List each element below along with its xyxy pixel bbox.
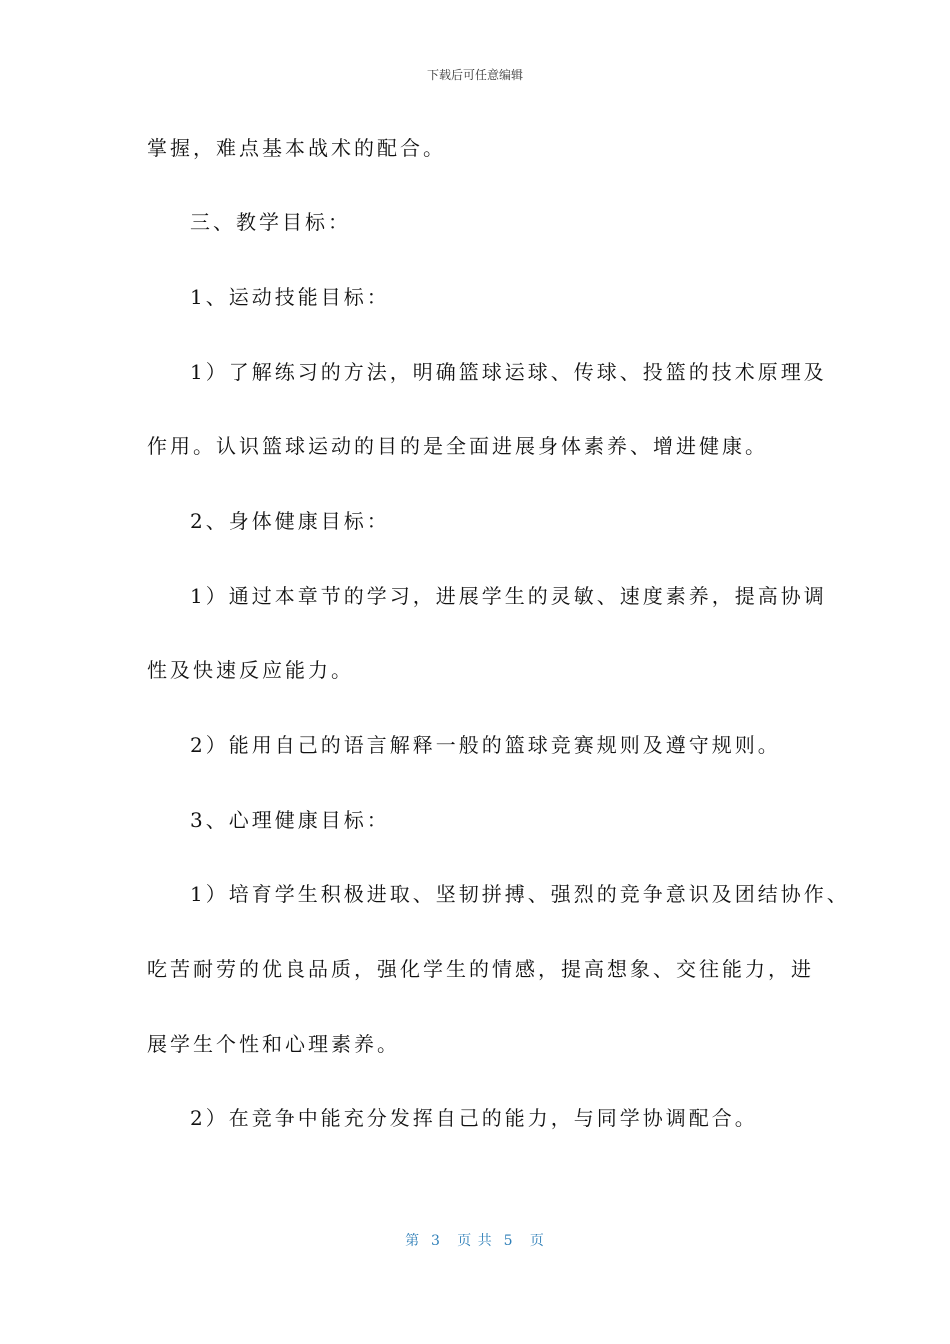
body-line-1: 掌握，难点基本战术的配合。 xyxy=(147,136,446,160)
body-line-12: 吃苦耐劳的优良品质，强化学生的情感，提高想象、交往能力，进 xyxy=(147,957,814,981)
body-line-8: 性及快速反应能力。 xyxy=(147,658,354,682)
section-heading-teaching-goals: 三、教学目标： xyxy=(190,210,351,234)
body-line-4: 1）了解练习的方法，明确篮球运球、传球、投篮的技术原理及 xyxy=(190,360,827,384)
body-line-9: 2）能用自己的语言解释一般的篮球竞赛规则及遵守规则。 xyxy=(190,733,781,757)
subheading-motor-skills: 1、运动技能目标： xyxy=(190,285,390,309)
body-line-7: 1）通过本章节的学习，进展学生的灵敏、速度素养，提高协调 xyxy=(190,584,827,608)
subheading-physical-health: 2、身体健康目标： xyxy=(190,509,390,533)
body-line-14: 2）在竞争中能充分发挥自己的能力，与同学协调配合。 xyxy=(190,1106,758,1130)
page-footer-page-number: 第 3 页 共 5 页 xyxy=(405,1233,545,1249)
body-line-13: 展学生个性和心理素养。 xyxy=(147,1032,400,1056)
page-header: 下载后可任意编辑 xyxy=(426,68,523,82)
body-line-5: 作用。认识篮球运动的目的是全面进展身体素养、增进健康。 xyxy=(147,434,768,458)
body-line-11: 1）培育学生积极进取、坚韧拼搏、强烈的竞争意识及团结协作、 xyxy=(190,882,850,906)
subheading-mental-health: 3、心理健康目标： xyxy=(190,808,390,832)
